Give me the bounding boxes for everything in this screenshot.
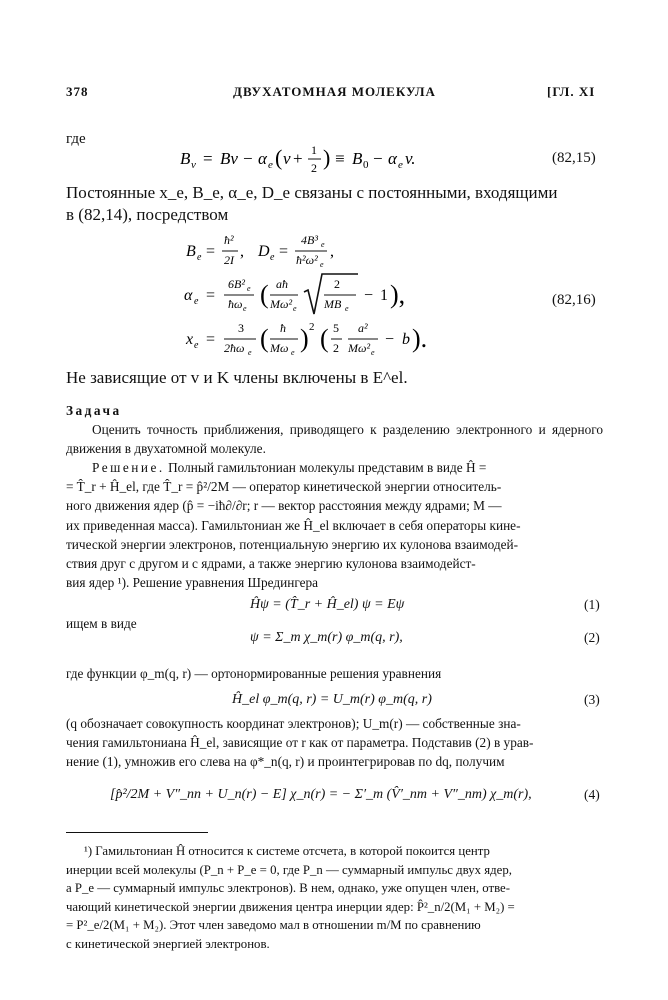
word-ischem: ищем в виде [66, 616, 137, 631]
equation-82-15 [180, 138, 480, 186]
svg-text:v: v [283, 149, 291, 168]
svg-text:(: ( [320, 324, 329, 353]
svg-text:),: ), [390, 280, 406, 309]
footnote-line-3: чающий кинетической энергии движения центра инерции ядер: P̂²_n/2(M₁ + M₂) = [66, 899, 515, 914]
equation-4: [p̂²/2M + V″_nn + U_n(r) − E] χ_n(r) = − Σ′_m (V̂′_nm + V″_nm) χ_m(r), [110, 787, 532, 802]
svg-text:): ) [323, 145, 331, 170]
svg-text:α: α [258, 149, 267, 168]
solution-line-6: вия ядер ¹). Решение уравнения Шредингера [66, 575, 319, 591]
svg-text:): ) [300, 324, 309, 353]
solution-label: Решение. [92, 460, 165, 475]
svg-text:B: B [352, 149, 363, 168]
svg-text:Bv: Bv [220, 149, 238, 168]
svg-text:e: e [321, 240, 325, 249]
problem-text: Оценить точность приближения, приводящего к разделению электронного и ядерного движения в двухатомной молекуле. [66, 422, 603, 457]
equation-1: Ĥψ = (T̂_r + Ĥ_el) ψ = Eψ [250, 597, 405, 612]
svg-text:a²: a² [358, 321, 368, 335]
svg-text:2I: 2I [224, 253, 234, 267]
eq-1-number: (1) [584, 597, 600, 612]
svg-text:b: b [402, 331, 410, 348]
svg-text:e: e [197, 252, 202, 263]
svg-text:=: = [203, 149, 213, 168]
svg-text:,: , [240, 243, 244, 260]
footnote-line-1: инерции всей молекулы (P_n + P_e = 0, где P_n — суммарный импульс двух ядер, [66, 862, 512, 877]
svg-text:v: v [191, 159, 196, 171]
svg-text:−: − [385, 331, 395, 348]
eq-4-number: (4) [584, 787, 600, 802]
para-after-eq2: где функции φ_m(q, r) — ортонормированные решения уравнения [66, 666, 442, 681]
equation-2: ψ = Σ_m χ_m(r) φ_m(q, r), [250, 630, 403, 645]
para-independent: Не зависящие от v и K члены включены в E^el. [66, 368, 408, 387]
svg-text:4B³: 4B³ [301, 233, 318, 247]
svg-text:2: 2 [311, 161, 317, 175]
svg-text:ħ: ħ [280, 321, 286, 335]
svg-text:MB: MB [324, 297, 342, 311]
svg-text:x: x [186, 331, 194, 348]
svg-text:e: e [194, 340, 199, 351]
svg-text:=: = [206, 287, 216, 304]
footnote-line-2: а P_e — суммарный импульс электронов). В нем, однако, уже опущен член, отве- [66, 881, 510, 896]
svg-text:2: 2 [309, 321, 315, 333]
problem-title: Задача [66, 403, 122, 418]
svg-text:=: = [279, 243, 289, 260]
equation-82-16 [180, 222, 500, 362]
para-after-eq3 [66, 714, 603, 772]
svg-text:Mω²: Mω² [348, 341, 371, 355]
svg-text:2ħω: 2ħω [224, 341, 245, 355]
svg-text:(: ( [260, 280, 269, 309]
svg-text:e: e [194, 296, 199, 307]
svg-text:α: α [184, 287, 193, 304]
svg-text:Mω: Mω [270, 341, 289, 355]
svg-text:1: 1 [380, 287, 388, 304]
svg-text:2: 2 [333, 341, 339, 355]
svg-text:0: 0 [363, 159, 369, 171]
page-number: 378 [66, 84, 89, 99]
word-gde: где [66, 131, 86, 147]
after-eq3-line-0: (q обозначает совокупность координат электронов); U_m(r) — собственные зна- [66, 716, 521, 731]
equation-3: Ĥ_el φ_m(q, r) = U_m(r) φ_m(q, r) [232, 692, 432, 707]
svg-text:e: e [247, 284, 251, 293]
solution-line-1: = T̂_r + Ĥ_el, где T̂_r = p̂²/2M — оператор кинетической энергии относитель- [66, 479, 502, 495]
running-title: ДВУХАТОМНАЯ МОЛЕКУЛА [233, 84, 436, 99]
svg-text:,: , [330, 243, 334, 260]
solution-line-0: Полный гамильтониан молекулы представим в виде Ĥ = [168, 460, 487, 475]
svg-text:e: e [291, 348, 295, 357]
svg-text:5: 5 [333, 321, 339, 335]
para-constants-line2: в (82,14), посредством [66, 205, 229, 224]
svg-text:e: e [345, 304, 349, 313]
solution-line-3: их приведенная масса). Гамильтониан же Ĥ_el включает в себя операторы кине- [66, 517, 521, 533]
svg-text:(: ( [275, 145, 283, 170]
svg-text:−: − [364, 287, 374, 304]
svg-text:e: e [243, 304, 247, 313]
svg-text:1: 1 [311, 143, 317, 157]
svg-text:D: D [258, 243, 270, 260]
svg-text:e: e [268, 159, 273, 171]
solution-line-2: ного движения ядер (p̂ = −iħ∂/∂r; r — вектор расстояния между ядрами; M — [66, 498, 502, 514]
svg-text:≡: ≡ [335, 149, 345, 168]
after-eq3-line-1: чения гамильтониана Ĥ_el, зависящие от r как от параметра. Подставив (2) в урав- [66, 735, 534, 751]
svg-text:2: 2 [334, 277, 340, 291]
svg-text:(: ( [260, 324, 269, 353]
after-eq3-line-2: нение (1), умножив его слева на φ*_n(q, r) и проинтегрировав по dq, получим [66, 754, 505, 770]
para-constants-line1: Постоянные x_e, B_e, α_e, D_e связаны с постоянными, входящими [66, 183, 558, 202]
svg-text:e: e [371, 348, 375, 357]
chapter-label: [ГЛ. XI [547, 84, 596, 99]
svg-text:+: + [293, 149, 303, 168]
eq-82-16-number: (82,16) [552, 292, 596, 308]
svg-text:aħ: aħ [276, 277, 288, 291]
footnote-line-5: с кинетической энергией электронов. [66, 936, 270, 951]
svg-text:ħ²: ħ² [224, 233, 234, 247]
solution-line-4: тической энергии электронов, потенциальную энергию их кулонова взаимодей- [66, 536, 519, 552]
svg-text:3: 3 [238, 321, 244, 335]
solution-paragraph [66, 458, 603, 592]
svg-text:=: = [206, 331, 216, 348]
svg-text:v.: v. [405, 149, 416, 168]
svg-text:ħω: ħω [228, 297, 243, 311]
svg-text:−: − [373, 149, 383, 168]
svg-text:ħ²ω²: ħ²ω² [296, 253, 318, 267]
svg-text:e: e [320, 260, 324, 269]
svg-text:6B²: 6B² [228, 277, 245, 291]
svg-text:e: e [248, 348, 252, 357]
footnote [66, 842, 603, 954]
svg-text:−: − [243, 149, 253, 168]
eq-82-15-number: (82,15) [552, 150, 596, 166]
svg-text:e: e [398, 159, 403, 171]
svg-text:α: α [388, 149, 397, 168]
footnote-line-0: ¹) Гамильтониан Ĥ относится к системе отсчета, в которой покоится центр [84, 844, 490, 858]
svg-text:=: = [206, 243, 216, 260]
svg-text:B: B [186, 243, 196, 260]
svg-text:Mω²: Mω² [270, 297, 293, 311]
footnote-rule [66, 832, 208, 833]
eq-82-15-rendered: B [180, 149, 191, 168]
solution-line-5: ствия друг с другом и с ядрами, а также энергию кулонова взаимодейст- [66, 556, 476, 572]
eq-3-number: (3) [584, 692, 600, 707]
svg-text:).: ). [412, 324, 428, 353]
svg-text:e: e [293, 304, 297, 313]
svg-text:e: e [270, 252, 275, 263]
eq-2-number: (2) [584, 630, 600, 645]
footnote-line-4: = P²_e/2(M₁ + M₂). Этот член заведомо мал в отношении m/M по сравнению [66, 918, 481, 933]
